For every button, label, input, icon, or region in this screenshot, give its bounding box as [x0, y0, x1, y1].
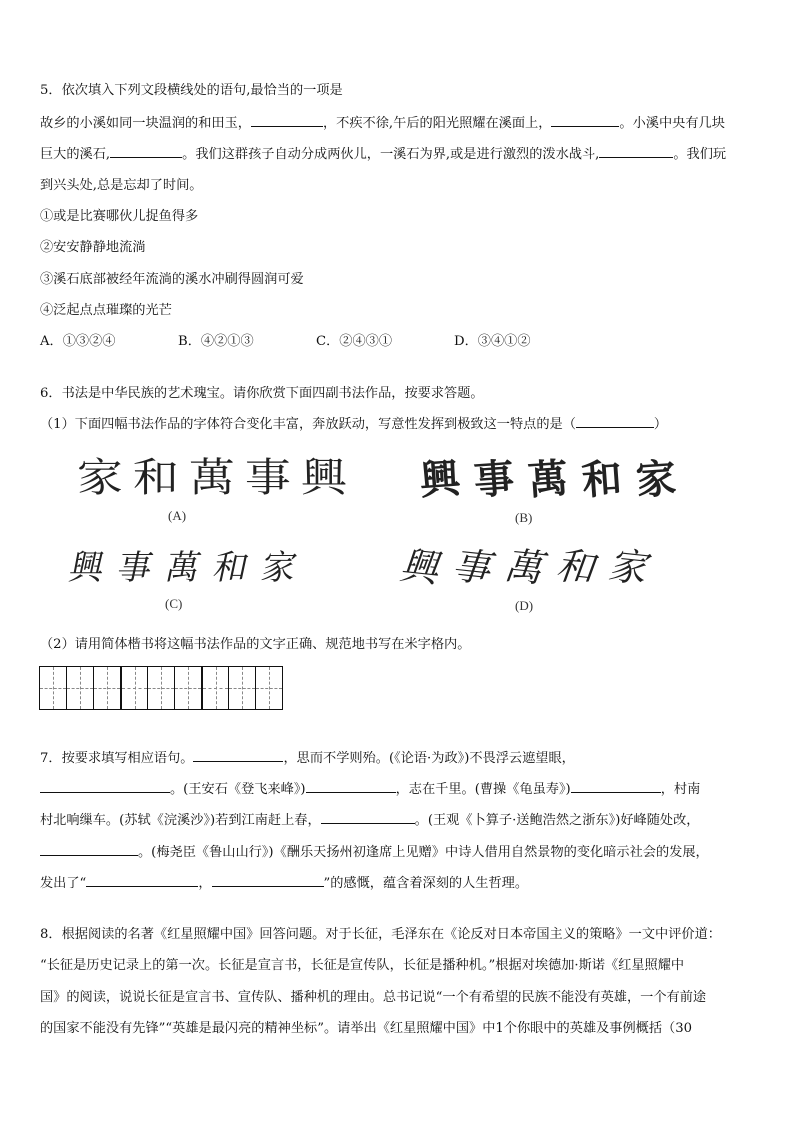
q8-line-1: 8．根据阅读的名著《红星照耀中国》回答问题。对于长征，毛泽东在《论反对日本帝国主义的策略》一文中评价道： — [40, 927, 721, 942]
q5-passage-line-3: 到兴头处,总是忘却了时间。 — [40, 178, 203, 193]
q5-passage-line-1 — [40, 114, 725, 133]
calligraphy-char: 事 — [244, 455, 294, 501]
text-segment: 故乡的小溪如同一块温润的和田玉， — [40, 116, 251, 131]
calligraphy-char: 興 — [397, 545, 441, 591]
calligraphy-char: 興 — [65, 548, 109, 588]
calligraphy-char: 萬 — [526, 454, 570, 505]
text-segment: 。我们这群孩子自动分成两伙儿，一溪石为界,或是进行激烈的泼水战斗, — [182, 147, 600, 162]
text-segment: 。(王观《卜算子·送鲍浩然之浙东》)好峰随处改， — [414, 813, 700, 828]
answer-blank-q7-5[interactable] — [321, 811, 415, 824]
calligraphy-char: 和 — [209, 548, 253, 588]
grid-cell[interactable] — [255, 666, 283, 710]
q7-line-1 — [40, 749, 575, 768]
q5-item-4: ④泛起点点璀璨的光芒 — [40, 303, 172, 318]
calligraphy-char: 家 — [257, 548, 301, 588]
q6-title: 6．书法是中华民族的艺术瑰宝。请你欣赏下面四副书法作品，按要求答题。 — [40, 386, 484, 401]
q7-line-5 — [40, 874, 528, 893]
text-segment: 巨大的溪石, — [40, 147, 111, 162]
q5-title: 5．依次填入下列文段横线处的语句,最恰当的一项是 — [40, 83, 343, 98]
option-c[interactable]: C．②④③① — [316, 334, 393, 349]
calligraphy-char: 萬 — [188, 455, 238, 501]
answer-blank-q7-7[interactable] — [86, 874, 198, 887]
calligraphy-char: 和 — [553, 545, 597, 591]
q5-item-2: ②安安静静地流淌 — [40, 240, 146, 255]
calligraphy-char: 家 — [605, 545, 649, 591]
grid-cell[interactable] — [228, 666, 256, 710]
text-segment: （1）下面四幅书法作品的字体符合变化丰富，奔放跃动，写意性发挥到极致这一特点的是（ — [40, 417, 576, 432]
calligraphy-char: 興 — [300, 455, 350, 501]
q5-item-1: ①或是比赛哪伙儿捉鱼得多 — [40, 209, 199, 224]
q5-item-3: ③溪石底部被经年流淌的溪水冲刷得圆润可爱 — [40, 272, 304, 287]
q7-line-4 — [40, 843, 709, 862]
calligraphy-char: 事 — [472, 454, 516, 505]
calligraphy-b — [418, 454, 678, 505]
answer-blank-1[interactable] — [251, 114, 323, 127]
calligraphy-char: 事 — [449, 545, 493, 591]
text-segment: ，思而不学则殆。(《论语·为政》)不畏浮云遮望眼， — [283, 751, 575, 766]
calligraphy-d — [397, 545, 649, 591]
q7-line-3 — [40, 811, 699, 830]
q6-sub2: （2）请用简体楷书将这幅书法作品的文字正确、规范地书写在米字格内。 — [40, 637, 471, 652]
q5-options — [40, 333, 531, 351]
calligraphy-char: 萬 — [161, 548, 205, 588]
option-d[interactable]: D．③④①② — [454, 334, 531, 349]
option-b[interactable]: B．④②①③ — [178, 334, 254, 349]
q5-passage-line-2 — [40, 145, 726, 164]
grid-cell[interactable] — [120, 666, 148, 710]
calligraphy-char: 事 — [113, 548, 157, 588]
calligraphy-label-a: (A) — [168, 508, 187, 523]
text-segment: 村北响缫车。(苏轼《浣溪沙》)若到江南赶上春， — [40, 813, 321, 828]
calligraphy-a — [76, 455, 350, 501]
answer-blank-q7-4[interactable] — [571, 780, 661, 793]
answer-blank-q7-2[interactable] — [40, 780, 170, 793]
answer-blank-3[interactable] — [110, 145, 182, 158]
text-segment: 。(梅尧臣《鲁山山行》)《酬乐天扬州初逢席上见赠》中诗人借用自然景物的变化暗示社会的发展， — [138, 845, 709, 860]
answer-blank-q7-8[interactable] — [212, 874, 324, 887]
q8-line-3: 国》的阅读，说说长征是宣言书、宣传队、播种机的理由。总书记说“一个有希望的民族不能没有英雄，一个有前途 — [40, 990, 707, 1005]
option-a[interactable]: A．①③②④ — [40, 334, 116, 349]
q7-line-2 — [40, 780, 700, 799]
answer-blank-q7-1[interactable] — [193, 749, 283, 762]
calligraphy-char: 萬 — [501, 545, 545, 591]
grid-cell[interactable] — [174, 666, 202, 710]
grid-cell[interactable] — [93, 666, 121, 710]
q6-sub1 — [40, 415, 667, 434]
calligraphy-char: 興 — [418, 454, 462, 505]
calligraphy-label-b: (B) — [515, 510, 533, 525]
text-segment: ，志在千里。(曹操《龟虽寿》) — [395, 782, 571, 797]
text-segment: ”的感慨，蕴含着深刻的人生哲理。 — [323, 876, 529, 891]
calligraphy-char: 家 — [634, 454, 678, 505]
text-segment: 。(王安石《登飞来峰》) — [170, 782, 306, 797]
answer-blank-q7-3[interactable] — [306, 780, 396, 793]
calligraphy-char: 和 — [132, 455, 182, 501]
q8-line-4: 的国家不能没有先锋”“英雄是最闪亮的精神坐标”。请举出《红星照耀中国》中1个你眼中的英雄及事例概括（30 — [40, 1021, 693, 1036]
grid-cell[interactable] — [147, 666, 175, 710]
text-segment: ，不疾不徐,午后的阳光照耀在溪面上， — [323, 116, 552, 131]
calligraphy-label-d: (D) — [515, 598, 534, 613]
text-segment: 7．按要求填写相应语句。 — [40, 751, 194, 766]
grid-cell[interactable] — [66, 666, 94, 710]
calligraphy-char: 家 — [76, 455, 126, 501]
grid-cell[interactable] — [39, 666, 67, 710]
text-segment: ，村南 — [660, 782, 701, 797]
text-segment: 。我们玩 — [673, 147, 727, 162]
calligraphy-char: 和 — [580, 454, 624, 505]
calligraphy-label-c: (C) — [165, 596, 183, 611]
grid-cell[interactable] — [201, 666, 229, 710]
q8-line-2: “长征是历史记录上的第一次。长征是宣言书，长征是宣传队，长征是播种机。”根据对埃德加·斯诺《红星照耀中 — [40, 958, 685, 973]
answer-blank-4[interactable] — [599, 145, 673, 158]
answer-blank-q6[interactable] — [576, 415, 654, 428]
text-segment: 发出了“ — [40, 876, 87, 891]
text-segment: ） — [653, 417, 668, 432]
answer-blank-2[interactable] — [551, 114, 619, 127]
text-segment: 。小溪中央有几块 — [619, 116, 725, 131]
text-segment: ， — [198, 876, 212, 891]
answer-blank-q7-6[interactable] — [40, 843, 138, 856]
writing-grid[interactable] — [40, 666, 283, 710]
calligraphy-c — [65, 546, 301, 590]
